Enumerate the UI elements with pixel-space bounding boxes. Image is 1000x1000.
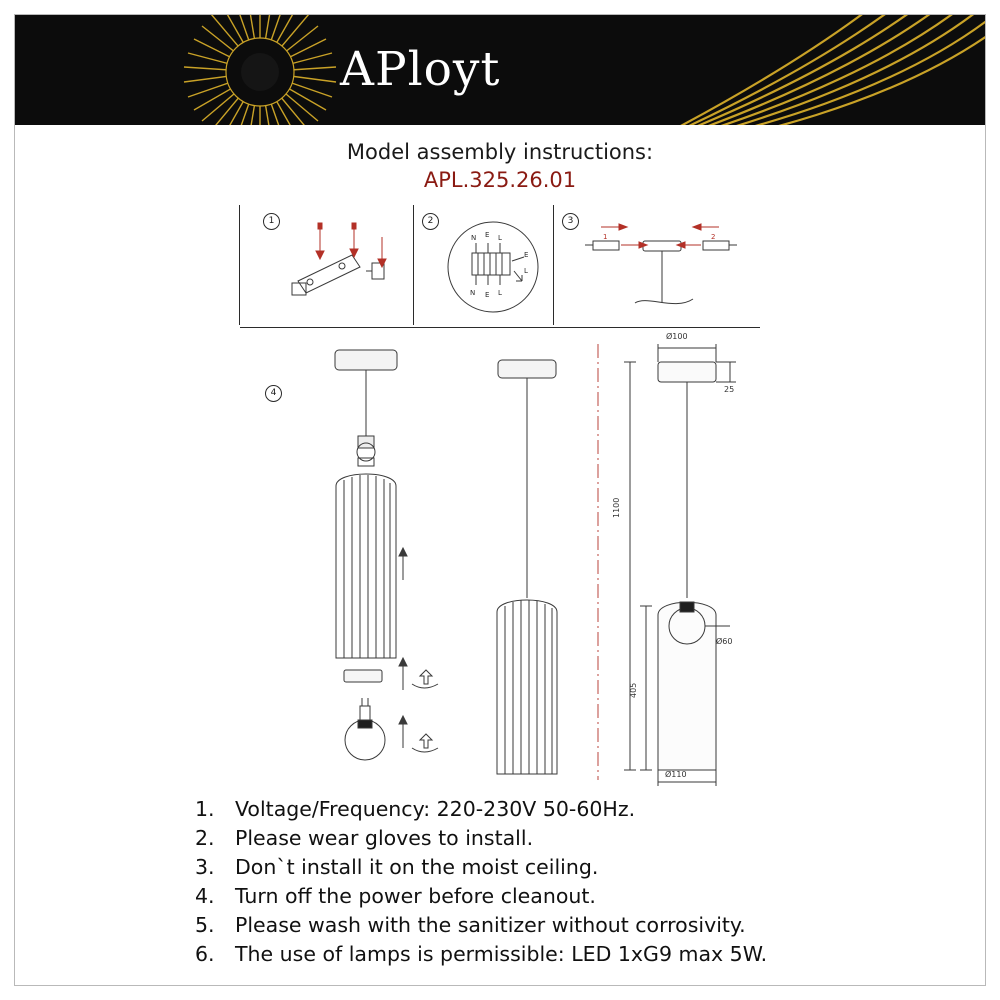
note-number: 4. <box>195 884 215 908</box>
dimension-drawing <box>590 330 770 790</box>
note-number: 3. <box>195 855 215 879</box>
step-number-2: 2 <box>422 213 439 230</box>
page-title: Model assembly instructions: <box>346 140 654 164</box>
step-2-diagram <box>438 215 548 320</box>
panel-bottom-rule <box>240 327 760 328</box>
dim-shade-height: 405 <box>629 682 638 698</box>
step-number-3: 3 <box>562 213 579 230</box>
note-number: 2. <box>195 826 215 850</box>
svg-text:1: 1 <box>603 233 608 241</box>
note-text: Please wash with the sanitizer without corrosivity. <box>235 913 746 937</box>
fan-rays-decoration-icon <box>605 15 985 125</box>
svg-text:N: N <box>470 289 476 297</box>
exploded-assembly-diagram <box>300 340 460 790</box>
list-item <box>195 853 895 882</box>
svg-text:L: L <box>498 234 502 242</box>
svg-text:L: L <box>498 289 502 297</box>
note-text: Don`t install it on the moist ceiling. <box>235 855 599 879</box>
svg-text:E: E <box>485 291 490 299</box>
step-number-4: 4 <box>265 385 282 402</box>
note-number: 1. <box>195 797 215 821</box>
list-item <box>195 882 895 911</box>
model-code: APL.325.26.01 <box>423 168 577 192</box>
panel-divider-2 <box>553 205 554 325</box>
svg-text:N: N <box>471 234 477 242</box>
note-text: Turn off the power before cleanout. <box>235 884 596 908</box>
sunburst-logo-icon <box>175 15 345 125</box>
dim-shade-diameter: Ø110 <box>665 770 687 779</box>
dim-cord-length: 1100 <box>612 497 621 518</box>
dim-canopy-height: 25 <box>724 385 735 394</box>
assembled-product-diagram <box>470 340 600 790</box>
list-item <box>195 795 895 824</box>
note-number: 6. <box>195 942 215 966</box>
step-3-diagram <box>575 215 745 320</box>
panel-divider-left <box>239 205 240 325</box>
svg-text:E: E <box>524 251 529 259</box>
svg-text:2: 2 <box>711 233 716 241</box>
svg-text:E: E <box>485 231 490 239</box>
list-item <box>195 911 895 940</box>
note-text: The use of lamps is permissible: LED 1xG9 max 5W. <box>235 942 768 966</box>
svg-text:L: L <box>524 267 528 275</box>
list-item <box>195 940 895 969</box>
list-item <box>195 824 895 853</box>
step-number-1: 1 <box>263 213 280 230</box>
note-number: 5. <box>195 913 215 937</box>
step-1-diagram <box>280 219 410 319</box>
title-block <box>0 138 1000 194</box>
note-text: Voltage/Frequency: 220-230V 50-60Hz. <box>235 797 636 821</box>
steps-panel-row <box>240 205 760 325</box>
dim-bulb-diameter: Ø60 <box>716 637 733 646</box>
instructions-list <box>195 795 895 969</box>
panel-divider-1 <box>413 205 414 325</box>
dim-top-diameter: Ø100 <box>666 332 688 341</box>
note-text: Please wear gloves to install. <box>235 826 534 850</box>
brand-name: APloyt <box>340 42 501 97</box>
header-banner <box>15 15 985 125</box>
